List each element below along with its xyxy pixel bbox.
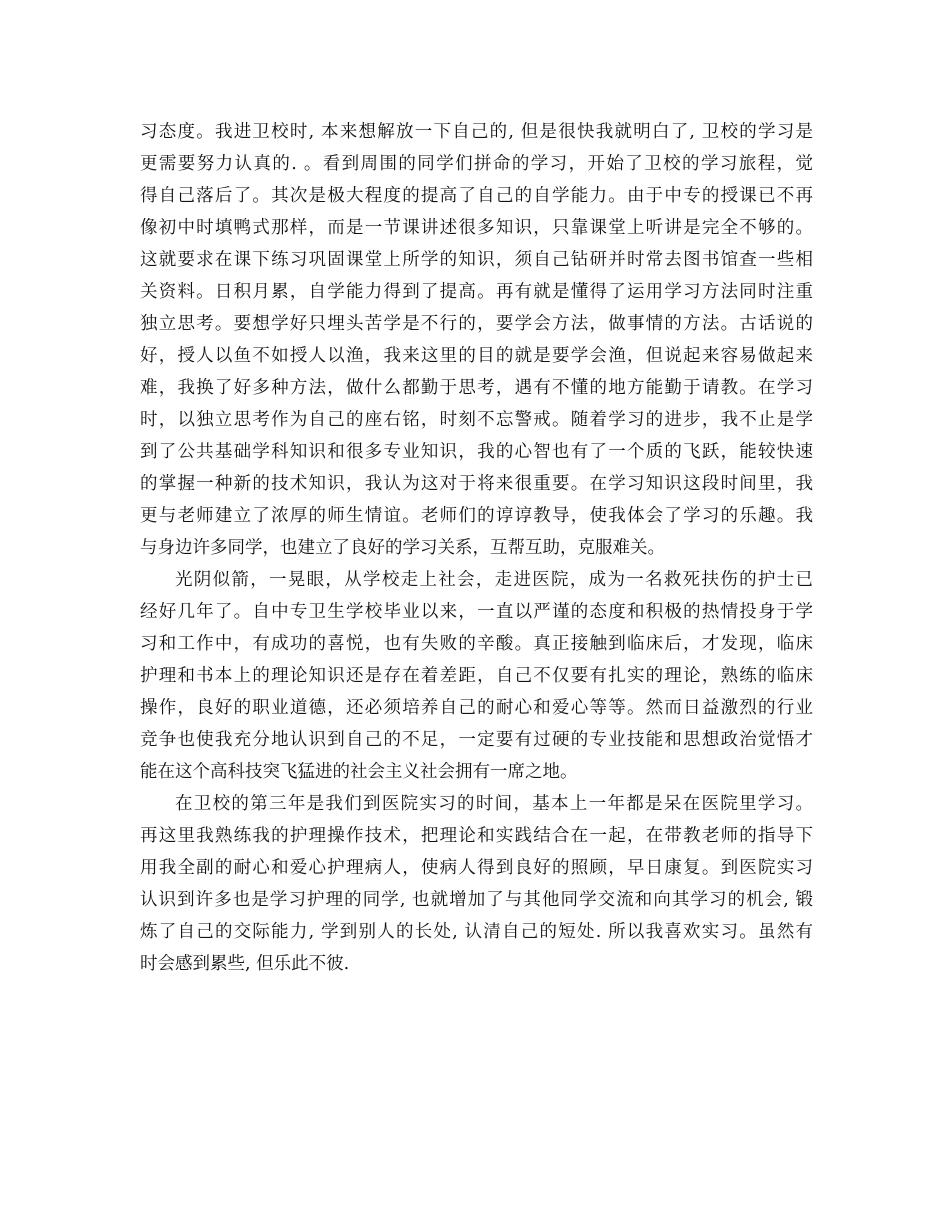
text-line: 更与老师建立了浓厚的师生情谊。老师们的谆谆教导，使我体会了学习的乐趣。我 (140, 506, 813, 526)
text-line: 的掌握一种新的技术知识，我认为这对于将来很重要。在学习知识这段时间里，我 (140, 474, 813, 494)
document-page (140, 116, 813, 980)
text-line: 炼了自己的交际能力, 学到别人的长处, 认清自己的短处. 所以我喜欢实习。虽然有 (140, 922, 813, 942)
text-line: 用我全副的耐心和爱心护理病人，使病人得到良好的照顾，早日康复。到医院实习 (140, 858, 813, 878)
text-line: 在卫校的第三年是我们到医院实习的时间，基本上一年都是呆在医院里学习。 (175, 794, 813, 814)
text-line: 难，我换了好多种方法，做什么都勤于思考，遇有不懂的地方能勤于请教。在学习 (140, 378, 813, 398)
text-line: 关资料。日积月累，自学能力得到了提高。再有就是懂得了运用学习方法同时注重 (140, 282, 813, 302)
text-line: 操作，良好的职业道德，还必须培养自己的耐心和爱心等等。然而日益激烈的行业 (140, 698, 813, 718)
text-line: 经好几年了。自中专卫生学校毕业以来，一直以严谨的态度和积极的热情投身于学 (140, 602, 813, 622)
text-line: 认识到许多也是学习护理的同学, 也就增加了与其他同学交流和向其学习的机会, 锻 (140, 890, 813, 910)
text-line: 更需要努力认真的. 。看到周围的同学们拼命的学习，开始了卫校的学习旅程，觉 (140, 154, 813, 174)
text-line: 光阴似箭，一晃眼，从学校走上社会，走进医院，成为一名救死扶伤的护士已 (175, 570, 813, 590)
text-line: 护理和书本上的理论知识还是存在着差距，自己不仅要有扎实的理论，熟练的临床 (140, 666, 813, 686)
text-line: 得自己落后了。其次是极大程度的提高了自己的自学能力。由于中专的授课已不再 (140, 186, 813, 206)
text-line: 独立思考。要想学好只埋头苦学是不行的，要学会方法，做事情的方法。古话说的 (140, 314, 813, 334)
paragraph-2 (140, 564, 813, 788)
text-line: 能在这个高科技突飞猛进的社会主义社会拥有一席之地。 (140, 762, 578, 782)
text-line: 像初中时填鸭式那样，而是一节课讲述很多知识，只靠课堂上听讲是完全不够的。 (140, 218, 813, 238)
text-line: 竞争也使我充分地认识到自己的不足，一定要有过硬的专业技能和思想政治觉悟才 (140, 730, 813, 750)
text-line: 到了公共基础学科知识和很多专业知识，我的心智也有了一个质的飞跃，能较快速 (140, 442, 813, 462)
paragraph-3 (140, 788, 813, 980)
text-line: 好，授人以鱼不如授人以渔，我来这里的目的就是要学会渔，但说起来容易做起来 (140, 346, 813, 366)
text-line: 时，以独立思考作为自己的座右铭，时刻不忘警戒。随着学习的进步，我不止是学 (140, 410, 813, 430)
text-line: 时会感到累些, 但乐此不彼. (140, 954, 350, 974)
text-line: 这就要求在课下练习巩固课堂上所学的知识，须自己钻研并时常去图书馆查一些相 (140, 250, 813, 270)
text-line: 与身边许多同学，也建立了良好的学习关系，互帮互助，克服难关。 (140, 538, 665, 558)
text-line: 习态度。我进卫校时, 本来想解放一下自己的, 但是很快我就明白了, 卫校的学习是 (140, 122, 813, 142)
text-line: 习和工作中，有成功的喜悦，也有失败的辛酸。真正接触到临床后，才发现，临床 (140, 634, 813, 654)
text-line: 再这里我熟练我的护理操作技术，把理论和实践结合在一起，在带教老师的指导下 (140, 826, 813, 846)
paragraph-1 (140, 116, 813, 564)
